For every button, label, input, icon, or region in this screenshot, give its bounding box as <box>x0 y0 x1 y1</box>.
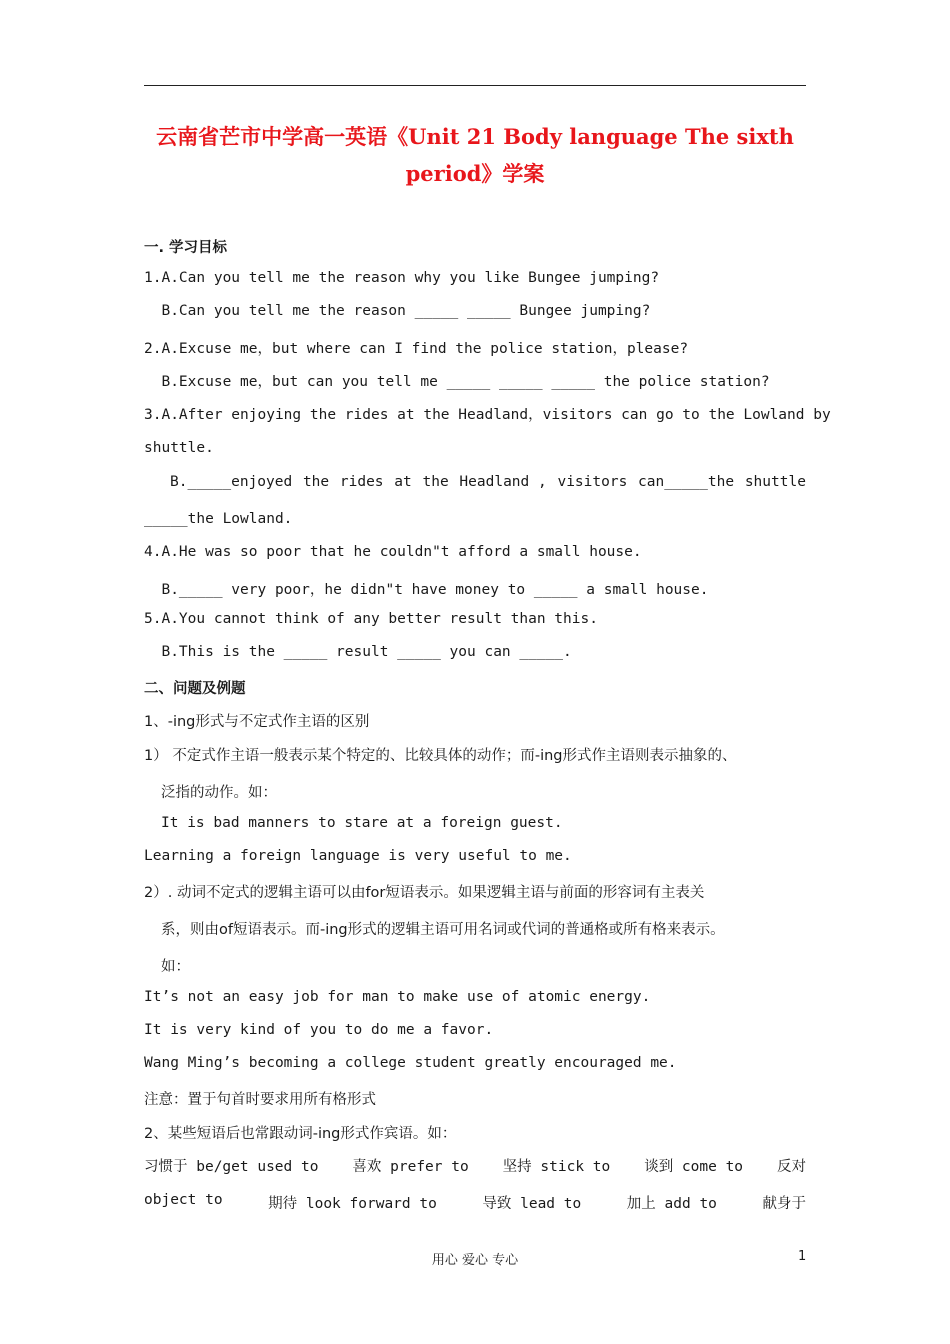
q4-a: 4.A.He was so poor that he couldn"t afford a small house. <box>144 544 642 560</box>
q3-b <box>170 474 806 490</box>
q4-b: B._____ very poor，he didn"t have money to _____ a small house. <box>144 582 709 598</box>
phrase-item: 喜欢 prefer to <box>352 1159 469 1175</box>
q2-b: B.Excuse me，but can you tell me _____ _____ _____ the police station? <box>144 374 770 390</box>
footer-motto: 用心 爱心 专心 <box>431 1253 519 1268</box>
subheading-1: 1、-ing形式与不定式作主语的区别 <box>144 714 370 730</box>
q5-a: 5.A.You cannot think of any better result than this. <box>144 611 598 627</box>
para1-line1: 1） 不定式作主语一般表示某个特定的、比较具体的动作；而-ing形式作主语则表示抽象的、 <box>144 748 737 764</box>
phrase-item: 反对 <box>777 1159 806 1175</box>
page-number: 1 <box>798 1249 807 1264</box>
section-heading-questions: 二、问题及例题 <box>144 681 246 697</box>
q3-b-word: the <box>302 474 330 490</box>
phrase-item: 献身于 <box>762 1196 806 1212</box>
para2-line1: 2）. 动词不定式的逻辑主语可以由for短语表示。如果逻辑主语与前面的形容词有主表关 <box>144 885 705 901</box>
example-1: It is bad manners to stare at a foreign guest. <box>161 815 563 831</box>
phrases-row-1 <box>144 1155 806 1176</box>
q3-b-word: B._____enjoyed <box>170 474 293 490</box>
q1-a: 1.A.Can you tell me the reason why you like Bungee jumping? <box>144 270 660 286</box>
document-title-line-1: 云南省芒市中学高一英语《Unit 21 Body language The sixth <box>156 124 794 149</box>
para2-line3: 如： <box>161 959 190 975</box>
q3-b-word: visitors <box>557 474 628 490</box>
phrase-item: 加上 add to <box>626 1196 717 1212</box>
example-2: Learning a foreign language is very useful to me. <box>144 848 572 864</box>
q3-b-word: rides <box>339 474 384 490</box>
para2-line2: 系，则由of短语表示。而-ing形式的逻辑主语可用名词或代词的普通格或所有格来表示。 <box>161 922 725 938</box>
phrase-item: 期待 look forward to <box>268 1196 437 1212</box>
phrase-item: 习惯于 be/get used to <box>144 1159 319 1175</box>
phrase-item: 谈到 come to <box>644 1159 744 1175</box>
q3-b-cont: _____the Lowland. <box>144 511 293 527</box>
example-3: It’s not an easy job for man to make use of atomic energy. <box>144 989 651 1005</box>
q1-b: B.Can you tell me the reason _____ _____ Bungee jumping? <box>144 303 651 319</box>
subheading-2: 2、某些短语后也常跟动词-ing形式作宾语。如： <box>144 1126 457 1142</box>
q5-b: B.This is the _____ result _____ you can _____. <box>144 644 572 660</box>
document-title-line-2: period》学案 <box>405 161 545 186</box>
q3-b-word: Headland , <box>459 474 547 490</box>
q3-b-word: at <box>394 474 412 490</box>
example-5: Wang Ming’s becoming a college student greatly encouraged me. <box>144 1055 677 1071</box>
q3-a: 3.A.After enjoying the rides at the Headland，visitors can go to the Lowland by <box>144 407 831 423</box>
header-rule <box>144 85 806 86</box>
phrase-item: 导致 lead to <box>482 1196 582 1212</box>
q2-a: 2.A.Excuse me，but where can I find the police station，please? <box>144 341 689 357</box>
phrases-row-2 <box>144 1192 806 1213</box>
para1-line2: 泛指的动作。如： <box>161 785 277 801</box>
q3-b-word: can_____the <box>638 474 735 490</box>
q3-a-cont: shuttle. <box>144 440 214 456</box>
q3-b-word: shuttle <box>744 474 806 490</box>
phrase-item: 坚持 stick to <box>502 1159 611 1175</box>
section-heading-objectives: 一. 学习目标 <box>144 240 228 256</box>
note: 注意：置于句首时要求用所有格形式 <box>144 1092 376 1108</box>
phrase-item: object to <box>144 1192 223 1208</box>
example-4: It is very kind of you to do me a favor. <box>144 1022 494 1038</box>
q3-b-word: the <box>422 474 449 490</box>
